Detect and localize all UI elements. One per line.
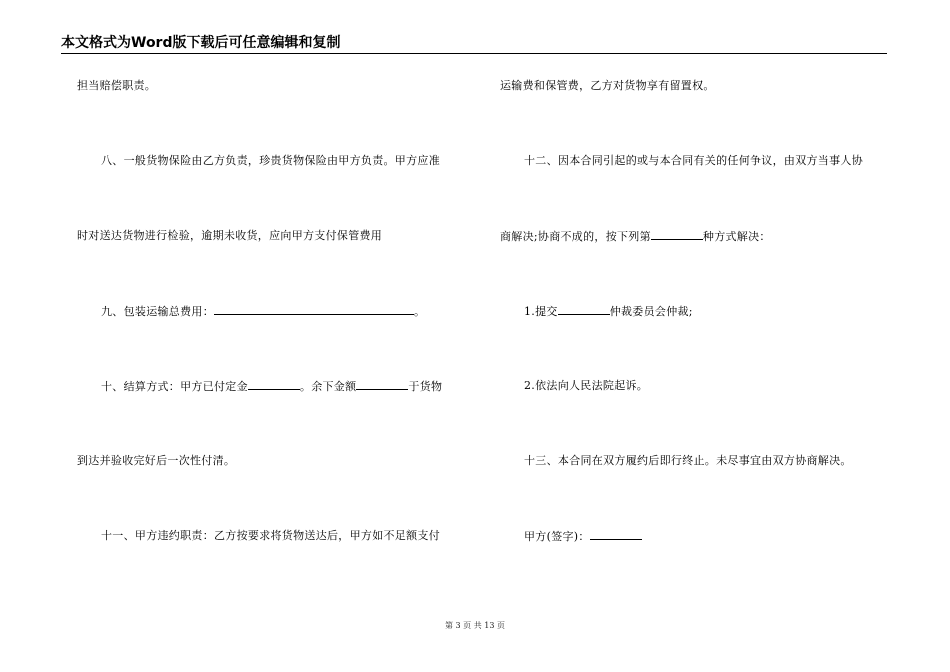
right-paragraph-2: 十二、因本合同引起的或与本合同有关的任何争议，由双方当事人协 [524, 154, 863, 167]
left-paragraph-7: 十一、甲方违约职责：乙方按要求将货物送达后，甲方如不足额支付 [101, 529, 440, 542]
right-paragraph-5: 2.依法向人民法院起诉。 [524, 379, 649, 392]
left-paragraph-6: 到达并验收完好后一次性付清。 [77, 454, 236, 467]
party-a-signature-label: 甲方(签字)： [524, 530, 590, 543]
right-paragraph-6: 十三、本合同在双方履约后即行终止。未尽事宜由双方协商解决。 [524, 454, 852, 467]
dispute-label: 商解决;协商不成的，按下列第 [500, 230, 651, 243]
deposit-blank [248, 379, 300, 390]
document-header-title: 本文格式为Word版下载后可任意编辑和复制 [61, 35, 341, 51]
dispute-option-blank [651, 229, 703, 240]
left-paragraph-3: 时对送达货物进行检验，逾期未收货，应向甲方支付保管费用 [77, 229, 383, 242]
right-paragraph-signature [500, 529, 642, 544]
settlement-label: 十、结算方式：甲方已付定金 [101, 380, 248, 393]
dispute-suffix: 种方式解决： [702, 230, 771, 243]
arbitration-committee-blank [558, 304, 610, 315]
party-a-signature-blank [590, 529, 642, 540]
settlement-remaining-label: 。余下金额 [299, 380, 357, 393]
packaging-fee-end: 。 [414, 305, 426, 318]
right-paragraph-arbitration [500, 304, 693, 319]
left-paragraph-settlement [77, 379, 442, 394]
header-divider [61, 53, 887, 54]
arbitration-suffix: 仲裁委员会仲裁; [609, 305, 693, 318]
left-paragraph-packaging-fee [77, 304, 425, 319]
settlement-suffix: 于货物 [408, 380, 443, 393]
page-number-footer: 第 3 页 共 13 页 [445, 621, 505, 630]
packaging-fee-label: 九、包装运输总费用： [101, 305, 214, 318]
left-paragraph-2: 八、一般货物保险由乙方负责，珍贵货物保险由甲方负责。甲方应准 [101, 154, 440, 167]
right-paragraph-dispute [500, 229, 771, 244]
arbitration-label: 1.提交 [524, 305, 558, 318]
right-paragraph-1: 运输费和保管费，乙方对货物享有留置权。 [500, 79, 715, 92]
remaining-amount-blank [356, 379, 408, 390]
left-paragraph-1: 担当赔偿职责。 [77, 79, 157, 92]
packaging-fee-blank [214, 304, 414, 315]
